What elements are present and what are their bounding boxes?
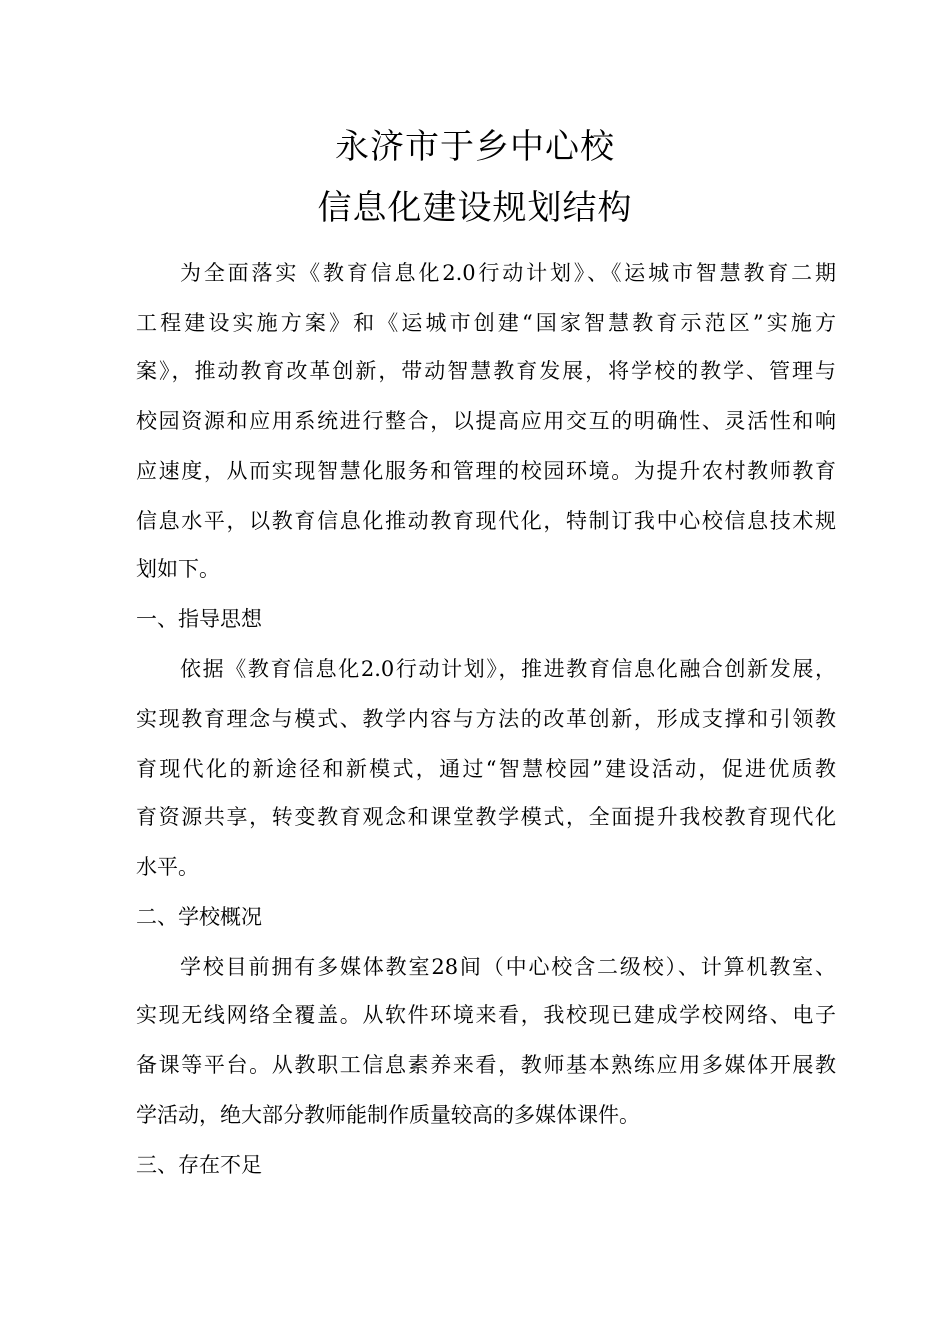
paragraph-3-line-3: 备课等平台。从教职工信息素养来看，教师基本熟练应用多媒体开展教 [136,1053,836,1077]
paragraph-2-line-4: 育资源共享，转变教育观念和课堂教学模式，全面提升我校教育现代化 [136,805,836,829]
document-title-line-1: 永济市于乡中心校 [335,127,615,167]
paragraph-1-line-1: 为全面落实《教育信息化2.0行动计划》、《运城市智慧教育二期 [180,261,836,285]
paragraph-3-line-1: 学校目前拥有多媒体教室28间（中心校含二级校）、计算机教室、 [180,955,836,979]
section-heading-3: 三、存在不足 [136,1153,262,1177]
paragraph-2-line-1: 依据《教育信息化2.0行动计划》，推进教育信息化融合创新发展， [180,657,836,681]
paragraph-2-line-5: 水平。 [136,855,199,879]
paragraph-1-line-4: 校园资源和应用系统进行整合，以提高应用交互的明确性、灵活性和响 [136,409,836,433]
paragraph-1-line-5: 应速度，从而实现智慧化服务和管理的校园环境。为提升农村教师教育 [136,459,836,483]
section-heading-2: 二、学校概况 [136,905,262,929]
document-title-line-2: 信息化建设规划结构 [317,188,633,228]
paragraph-2-line-3: 育现代化的新途径和新模式，通过“智慧校园”建设活动，促进优质教 [136,757,836,781]
paragraph-1-line-2: 工程建设实施方案》和《运城市创建“国家智慧教育示范区”实施方 [136,311,836,335]
paragraph-2-line-2: 实现教育理念与模式、教学内容与方法的改革创新，形成支撑和引领教 [136,707,836,731]
paragraph-1-line-3: 案》，推动教育改革创新，带动智慧教育发展，将学校的教学、管理与 [136,359,836,383]
paragraph-3-line-4: 学活动，绝大部分教师能制作质量较高的多媒体课件。 [136,1103,640,1127]
section-heading-1: 一、指导思想 [136,607,262,631]
paragraph-3-line-2: 实现无线网络全覆盖。从软件环境来看，我校现已建成学校网络、电子 [136,1003,836,1027]
paragraph-1-line-6: 信息水平，以教育信息化推动教育现代化，特制订我中心校信息技术规 [136,509,836,533]
paragraph-1-line-7: 划如下。 [136,557,220,581]
